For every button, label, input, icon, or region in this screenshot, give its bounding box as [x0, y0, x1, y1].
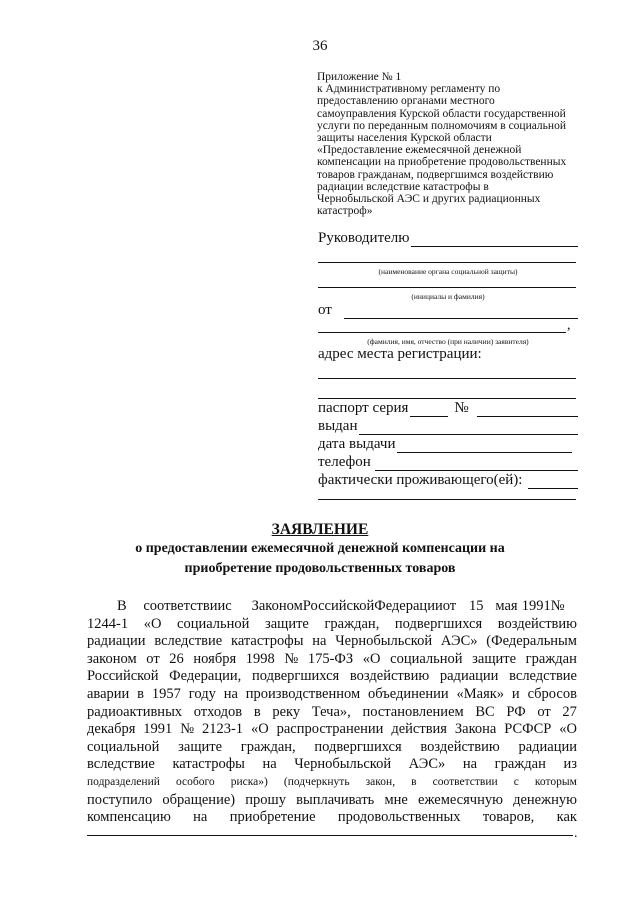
- address-label: адрес места регистрации:: [318, 346, 482, 362]
- body-word: на: [312, 633, 327, 650]
- body-word: Теча»,: [311, 703, 351, 720]
- body-word: на: [262, 756, 277, 773]
- body-word: АЭС»: [408, 756, 446, 773]
- body-word: «О: [143, 615, 162, 632]
- body-word: граждан,: [324, 615, 380, 632]
- body-word: от: [442, 598, 457, 614]
- body-word: радиации: [518, 738, 577, 755]
- body-word: объединении: [368, 685, 449, 702]
- body-word: продовольственных: [337, 809, 461, 826]
- body-line: [87, 704, 577, 722]
- body-word: 1991: [521, 598, 551, 614]
- body-word: Федерации,: [169, 668, 242, 685]
- body-word: защите: [178, 738, 223, 755]
- body-word: сбросов: [527, 685, 577, 702]
- body-word: соответствии: [432, 775, 498, 788]
- body-line: [87, 633, 577, 651]
- body-word: 1244-1: [87, 615, 129, 632]
- body-word: подвергшихся: [251, 668, 340, 685]
- document-subtitle-line-2: приобретение продовольственных товаров: [184, 561, 456, 576]
- appendix-line: «Предоставление ежемесячной денежной: [317, 144, 522, 157]
- body-word: 2123-1: [201, 721, 244, 738]
- body-line: [87, 651, 577, 669]
- body-word: на: [462, 756, 478, 773]
- appendix-line: предоставлению органами местного: [317, 95, 495, 108]
- body-word: отходов: [193, 703, 243, 720]
- body-word: (подчеркнуть: [283, 775, 350, 788]
- body-line: [87, 774, 577, 792]
- appendix-line: радиации вследствие катастрофы в: [317, 180, 489, 193]
- body-word: 27: [562, 703, 577, 720]
- body-word: Российской: [87, 668, 159, 685]
- issued-label: выдан: [318, 418, 358, 434]
- body-word: В: [117, 598, 127, 614]
- body-word: денежную: [513, 791, 577, 808]
- body-word: катастрофы: [172, 756, 245, 773]
- body-word: действия: [391, 721, 447, 738]
- body-word: 15: [469, 598, 484, 614]
- body-line: [87, 668, 577, 686]
- body-word: воздействию: [420, 738, 500, 755]
- body-word: воздействию: [349, 668, 430, 685]
- from-label: от: [318, 302, 332, 318]
- body-word: 1998: [245, 650, 275, 667]
- applicant-comma: ,: [567, 318, 571, 333]
- body-word: (Федеральным: [486, 633, 577, 650]
- body-word: №: [180, 721, 195, 738]
- body-word: особого: [175, 775, 215, 788]
- body-line: [87, 721, 577, 739]
- end-dot: .: [574, 826, 578, 841]
- body-word: ежемесячную: [418, 791, 503, 808]
- appendix-block: [317, 71, 587, 217]
- appendix-line: товаров гражданам, подвергшимся воздействию: [317, 168, 554, 181]
- body-word: РФ: [506, 703, 526, 720]
- appendix-line: защиты населения Курской области: [317, 132, 492, 145]
- body-word: «Маяк»: [456, 685, 505, 702]
- passport-series-input-line[interactable]: [410, 404, 448, 417]
- issued-input-line[interactable]: [359, 422, 578, 435]
- body-word: АЭС»: [440, 633, 478, 650]
- body-word: производственном: [245, 685, 361, 702]
- appendix-line: самоуправления Курской области государственной: [317, 107, 566, 120]
- body-word: соответствии: [143, 598, 226, 614]
- body-line: [87, 756, 577, 774]
- body-word: реку: [272, 703, 301, 720]
- body-word: радиации: [87, 633, 146, 650]
- issue-date-input-line[interactable]: [397, 440, 572, 453]
- body-word: катастрофы: [231, 633, 304, 650]
- appendix-line: к Административному регламенту по: [317, 83, 501, 96]
- body-word: Федерации: [374, 598, 443, 614]
- body-word: №: [550, 598, 565, 614]
- body-word: защите: [472, 650, 517, 667]
- body-word: «О: [559, 721, 577, 738]
- body-word: граждан,: [240, 738, 296, 755]
- body-word: ВС: [475, 703, 495, 720]
- body-word: Законом: [251, 598, 303, 614]
- page-number: 36: [312, 38, 328, 54]
- body-word: мне: [384, 791, 408, 808]
- body-word: подразделений: [87, 775, 160, 788]
- body-word: подвергшихся: [314, 738, 402, 755]
- body-word: товаров,: [482, 809, 535, 826]
- body-word: радиоактивных: [87, 703, 183, 720]
- appendix-line: Приложение № 1: [317, 71, 402, 83]
- body-word: прошу: [245, 791, 286, 808]
- body-line: [87, 809, 577, 827]
- head-field: [318, 230, 578, 247]
- address-field: [318, 346, 578, 363]
- body-word: 1991: [143, 721, 173, 738]
- caption-applicant: (фамилия, имя, отчество (при наличии) заявителя): [367, 337, 529, 346]
- body-word: в: [411, 775, 417, 788]
- body-line: [87, 686, 577, 704]
- body-word: защите: [265, 615, 309, 632]
- body-word: Чернобыльской: [294, 756, 392, 773]
- actual-residence-field: [318, 472, 578, 489]
- body-word: компенсацию: [87, 809, 171, 826]
- body-word: №: [284, 650, 299, 667]
- phone-field: [318, 454, 578, 471]
- body-word: граждан: [525, 650, 577, 667]
- body-line-inner: [117, 598, 577, 616]
- address-input-line-1[interactable]: [318, 378, 576, 379]
- body-word: ноября: [193, 650, 237, 667]
- issue-date-field: [318, 436, 578, 453]
- appendix-line: катастроф»: [317, 205, 373, 218]
- phone-label: телефон: [318, 454, 371, 470]
- phone-input-line[interactable]: [375, 458, 578, 471]
- body-word: «О: [250, 721, 269, 738]
- body-text: [87, 598, 577, 827]
- passport-number-label: №: [454, 400, 469, 416]
- passport-number-input-line[interactable]: [477, 404, 578, 417]
- body-line: [87, 598, 577, 616]
- body-word: распространении: [276, 721, 384, 738]
- body-word: социальной: [177, 615, 250, 632]
- body-word: с: [513, 775, 519, 788]
- body-word: вследствие: [154, 633, 223, 650]
- body-word: обращение): [162, 791, 236, 808]
- body-word: выплачивать: [296, 791, 375, 808]
- from-field: [318, 302, 578, 319]
- body-word: Российской: [302, 598, 375, 614]
- body-word: социальной: [87, 738, 160, 755]
- body-word: Чернобыльской: [335, 633, 433, 650]
- body-word: РСФСР: [504, 721, 552, 738]
- caption-organ: (наименование органа социальной защиты): [378, 267, 518, 276]
- body-word: от: [146, 650, 160, 667]
- from-input-line[interactable]: [344, 306, 578, 319]
- body-word: как: [556, 809, 577, 826]
- organ-input-line[interactable]: [318, 262, 576, 263]
- body-word: граждан: [494, 756, 546, 773]
- body-word: на: [223, 685, 238, 702]
- body-word: приобретение: [229, 809, 316, 826]
- body-word: «О: [362, 650, 381, 667]
- body-word: в: [137, 685, 145, 702]
- appendix-line: Чернобыльской АЭС и других радиационных: [317, 193, 541, 206]
- body-word: и: [511, 685, 520, 702]
- body-word: от: [537, 703, 551, 720]
- body-word: декабря: [87, 721, 136, 738]
- body-word: из: [563, 756, 577, 773]
- body-word: на: [193, 809, 208, 826]
- body-word: 26: [169, 650, 184, 667]
- body-word: 1957: [151, 685, 181, 702]
- body-word: закон,: [365, 775, 396, 788]
- body-word: мая: [495, 598, 518, 614]
- body-line: [87, 792, 577, 810]
- body-word: году: [188, 685, 216, 702]
- body-word: с: [225, 598, 232, 614]
- body-word: поступило: [87, 791, 153, 808]
- body-word: вследствие: [509, 668, 577, 685]
- body-word: вследствие: [87, 756, 155, 773]
- actual-residence-input-line[interactable]: [528, 476, 578, 489]
- initials-input-line[interactable]: [318, 287, 576, 288]
- address-input-line-2[interactable]: [318, 398, 576, 399]
- caption-initials: (инициалы и фамилия): [411, 292, 485, 301]
- body-word: подвергшихся: [394, 615, 483, 632]
- actual-residence-label: фактически проживающего(ей):: [318, 472, 523, 488]
- body-word: 175-ФЗ: [307, 650, 354, 667]
- issue-date-label: дата выдачи: [318, 436, 396, 452]
- document-heading: ЗАЯВЛЕНИЕ: [271, 521, 369, 538]
- applicant-input-line[interactable]: [318, 332, 566, 333]
- issued-field: [318, 418, 578, 435]
- actual-residence-input-line-2[interactable]: [318, 499, 576, 500]
- body-word: аварии: [87, 685, 130, 702]
- appendix-line: компенсации на приобретение продовольственных: [317, 156, 567, 169]
- body-word: социальной: [390, 650, 463, 667]
- compensation-input-line[interactable]: [87, 835, 573, 836]
- passport-field: [318, 400, 578, 417]
- body-line: [87, 739, 577, 757]
- body-word: законом: [87, 650, 137, 667]
- body-word: постановлением: [362, 703, 464, 720]
- passport-series-label: паспорт серия: [318, 400, 409, 416]
- body-word: Закона: [454, 721, 497, 738]
- appendix-line: услуги по переданным полномочиям в социальной: [317, 119, 566, 132]
- body-word: риска»): [230, 775, 268, 788]
- body-word: радиации: [439, 668, 499, 685]
- body-word: воздействию: [497, 615, 577, 632]
- body-line: [87, 616, 577, 634]
- head-label: Руководителю: [318, 230, 410, 246]
- body-word: в: [253, 703, 261, 720]
- body-word: которым: [534, 775, 577, 788]
- head-input-line[interactable]: [411, 234, 578, 247]
- document-subtitle-line-1: о предоставлении ежемесячной денежной компенсации на: [135, 541, 505, 556]
